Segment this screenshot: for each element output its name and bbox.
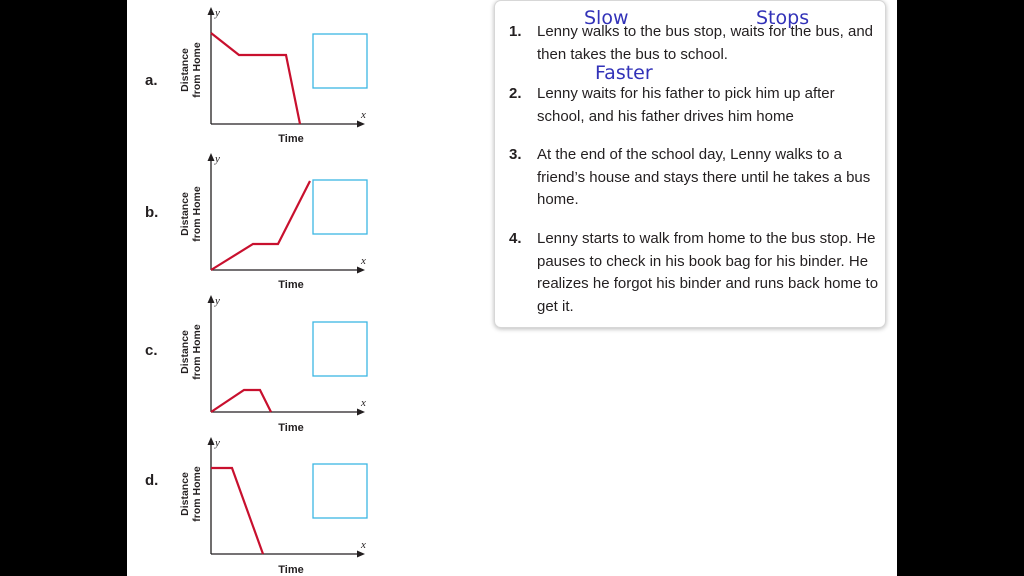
y-axis-label-line1: Distance [179, 330, 191, 374]
x-axis-arrow-icon [357, 551, 365, 558]
y-axis-arrow-icon [208, 295, 215, 303]
graph-c [127, 288, 487, 434]
y-axis-letter: y [215, 295, 220, 307]
y-axis-label-line2: from Home [191, 42, 203, 98]
scenario-text: At the end of the school day, Lenny walks to a friend’s house and stays there until he takes a bus home. [537, 146, 871, 208]
x-axis-arrow-icon [357, 409, 365, 416]
y-axis-letter: y [215, 7, 220, 19]
annotation-stops: Stops [756, 7, 810, 29]
graph-b-plot [127, 146, 487, 296]
x-axis-label: Time [278, 564, 304, 576]
scenario-box [494, 0, 886, 328]
scenario-number: 1. [509, 23, 522, 40]
answer-box[interactable] [313, 322, 367, 376]
x-axis-arrow-icon [357, 121, 365, 128]
graph-letter: d. [145, 472, 159, 489]
graph-a [127, 0, 487, 145]
x-axis-letter: x [361, 255, 366, 267]
x-axis-label: Time [278, 422, 304, 434]
graph-c-plot [127, 288, 487, 438]
scenario-text: Lenny waits for his father to pick him up after school, and his father drives him home [537, 85, 835, 125]
scenario-number: 4. [509, 230, 522, 247]
x-axis-label: Time [278, 279, 304, 291]
graph-letter: b. [145, 204, 159, 221]
graph-d [127, 430, 487, 576]
y-axis-label-line2: from Home [191, 186, 203, 242]
graph-b [127, 146, 487, 291]
scenario-number: 3. [509, 146, 522, 163]
scenario-number: 2. [509, 85, 522, 102]
y-axis-label-line1: Distance [179, 472, 191, 516]
graph-d-plot [127, 430, 487, 576]
answer-box[interactable] [313, 180, 367, 234]
y-axis-arrow-icon [208, 153, 215, 161]
graph-letter: c. [145, 342, 158, 359]
worksheet-page [127, 0, 897, 576]
scenario-text: Lenny starts to walk from home to the bus stop. He pauses to check in his book bag for his binder. He realizes he forgot his binder and runs back home to get it. [537, 230, 879, 315]
x-axis-letter: x [361, 397, 366, 409]
x-axis-letter: x [361, 539, 366, 551]
graph-letter: a. [145, 72, 158, 89]
y-axis-label-line1: Distance [179, 48, 191, 92]
x-axis-label: Time [278, 133, 304, 145]
x-axis-arrow-icon [357, 267, 365, 274]
graph-a-plot [127, 0, 487, 150]
y-axis-letter: y [215, 153, 220, 165]
scenario-text: Lenny walks to the bus stop, waits for the bus, and then takes the bus to school. [537, 23, 874, 63]
y-axis-arrow-icon [208, 437, 215, 445]
y-axis-label-line1: Distance [179, 192, 191, 236]
x-axis-letter: x [361, 109, 366, 121]
y-axis-letter: y [215, 437, 220, 449]
distance-time-line [211, 390, 271, 412]
distance-time-line [211, 181, 310, 270]
distance-time-line [211, 33, 300, 124]
distance-time-line [211, 468, 263, 554]
answer-box[interactable] [313, 34, 367, 88]
annotation-faster: Faster [595, 62, 653, 84]
y-axis-label-line2: from Home [191, 466, 203, 522]
annotation-slow: Slow [584, 7, 629, 29]
y-axis-arrow-icon [208, 7, 215, 15]
answer-box[interactable] [313, 464, 367, 518]
y-axis-label-line2: from Home [191, 324, 203, 380]
